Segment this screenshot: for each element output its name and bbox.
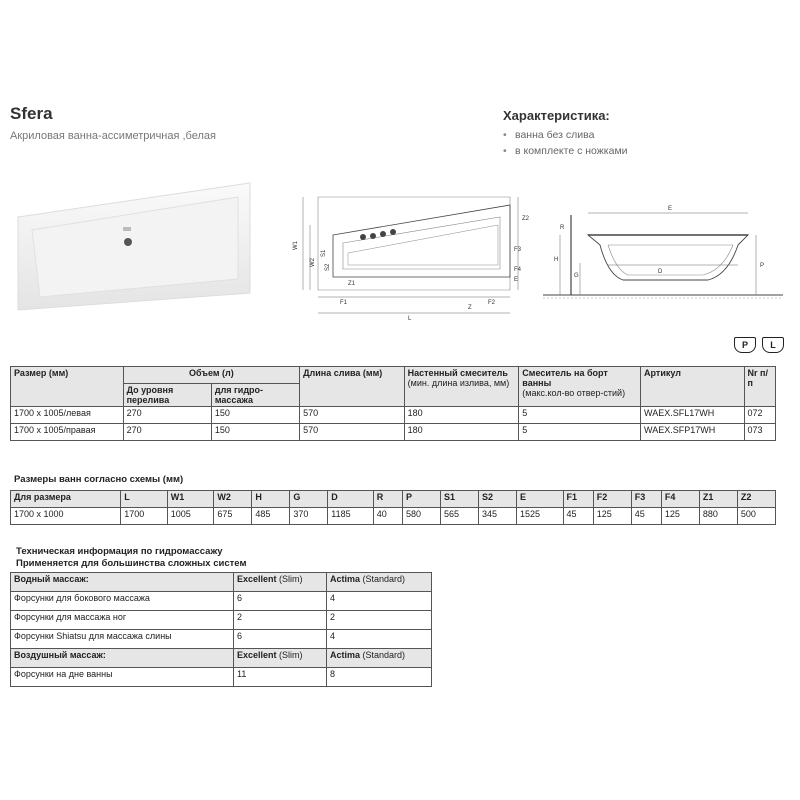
dim-value: 565 [441,508,479,525]
side-label: G [574,273,579,279]
side-label: E [668,206,673,212]
dim-header: W1 [167,491,214,508]
dim-value: 500 [737,508,775,525]
table-row [11,630,432,649]
cell-nr: 072 [744,407,775,424]
dim-value: 1185 [328,508,373,525]
th-rim-mixer-note: (макс.кол-во отвер-стий) [522,388,626,398]
water-col2 [327,573,432,592]
plan-label: Z2 [522,216,530,222]
cell-nr: 073 [744,424,775,441]
dim-header: Z1 [699,491,737,508]
water-col1-name: Excellent [237,574,277,584]
th-nr: Nr п/п [744,367,775,407]
table-row [11,668,432,687]
table-row [11,611,432,630]
cell-overflow: 270 [123,424,211,441]
water-header-row [11,573,432,592]
hydro-table [10,572,432,687]
plan-diagram [288,185,528,325]
side-label: D [658,269,663,275]
air-col2 [327,649,432,668]
air-title: Воздушный массаж: [11,649,234,668]
dim-value: 40 [373,508,402,525]
dim-value: 45 [563,508,593,525]
badge-left: L [762,337,784,353]
plan-label: E [514,277,519,283]
dim-header: Для размера [11,491,121,508]
cell-size: 1700 x 1005/левая [11,407,124,424]
feature-item: • в комплекте с ножками [503,143,628,159]
plan-label: Z [468,305,472,311]
dimensions-header-row [11,491,776,508]
bathtub-photo [10,175,255,325]
dim-header: P [403,491,441,508]
cell-drain: 570 [300,424,405,441]
th-size: Размер (мм) [11,367,124,407]
table-row [11,407,776,424]
plan-label: S1 [321,249,327,257]
side-label: P [760,263,765,269]
th-volume: Объем (л) [123,367,300,384]
th-wall-mixer-label: Настенный смеситель [407,368,508,378]
plan-label: W1 [293,241,299,250]
dim-value: 1525 [516,508,563,525]
dim-header: S1 [441,491,479,508]
dim-header: W2 [214,491,252,508]
air-col2-name: Actima [330,650,361,660]
dimensions-caption: Размеры ванн согласно схемы (мм) [14,474,184,485]
features-title: Характеристика: [503,108,610,123]
dim-value: 580 [403,508,441,525]
dim-value: 345 [478,508,516,525]
orientation-badges [734,337,784,353]
hydro-label: Форсунки Shiatsu для массажа слины [11,630,234,649]
hydro-value: 8 [327,668,432,687]
th-volume-overflow: До уровня перелива [123,384,211,407]
dim-header: S2 [478,491,516,508]
th-drain: Длина слива (мм) [300,367,405,407]
table-row [11,424,776,441]
hydro-value: 4 [327,630,432,649]
table-row [11,592,432,611]
dim-value: 880 [699,508,737,525]
cell-article: WAEX.SFP17WH [641,424,744,441]
dim-header: D [328,491,373,508]
cell-size: 1700 x 1005/правая [11,424,124,441]
dim-header: H [252,491,290,508]
plan-label: L [408,316,412,322]
air-col1-note: (Slim) [276,650,303,660]
air-col1 [234,649,327,668]
hydro-value: 4 [327,592,432,611]
th-wall-mixer-note: (мин. длина излива, мм) [407,378,510,388]
th-wall-mixer [404,367,519,407]
cell-rim: 5 [519,424,641,441]
cell-wall: 180 [404,424,519,441]
dim-header: Z2 [737,491,775,508]
hydro-value: 6 [234,592,327,611]
dim-value: 485 [252,508,290,525]
dimensions-table [10,490,776,525]
th-rim-mixer [519,367,641,407]
cell-article: WAEX.SFL17WH [641,407,744,424]
th-article: Артикул [641,367,744,407]
feature-item: • ванна без слива [503,127,628,143]
cell-hydro: 150 [211,407,299,424]
badge-right: P [734,337,756,353]
dim-header: F2 [593,491,631,508]
side-label: R [560,225,565,231]
dim-header: F3 [631,491,661,508]
hydro-value: 11 [234,668,327,687]
dim-header: G [290,491,328,508]
features-list [503,127,628,159]
cell-wall: 180 [404,407,519,424]
plan-label: F3 [514,247,522,253]
hydro-value: 2 [327,611,432,630]
cell-drain: 570 [300,407,405,424]
cell-overflow: 270 [123,407,211,424]
air-header-row [11,649,432,668]
plan-label: S2 [325,263,331,271]
plan-label: F4 [514,267,522,273]
dim-header: E [516,491,563,508]
dim-value: 125 [593,508,631,525]
hydro-label: Форсунки для массажа ног [11,611,234,630]
table-row [11,508,776,525]
plan-label: Z1 [348,281,356,287]
th-rim-mixer-label: Смеситель на борт ванны [522,368,608,388]
dim-header: L [121,491,168,508]
cell-rim: 5 [519,407,641,424]
dim-value: 1700 [121,508,168,525]
dim-value: 125 [661,508,699,525]
dim-value: 675 [214,508,252,525]
cell-hydro: 150 [211,424,299,441]
dim-value: 370 [290,508,328,525]
dim-header: F4 [661,491,699,508]
water-col1 [234,573,327,592]
water-col2-name: Actima [330,574,361,584]
water-title: Водный массаж: [11,573,234,592]
dim-header: F1 [563,491,593,508]
side-label: H [554,257,559,263]
hydro-value: 6 [234,630,327,649]
product-subtitle: Акриловая ванна-ассиметричная ,белая [10,130,216,142]
hydro-value: 2 [234,611,327,630]
main-spec-table [10,366,776,441]
water-col2-note: (Standard) [360,574,406,584]
dim-header: R [373,491,402,508]
hydro-label: Форсунки для бокового массажа [11,592,234,611]
dim-value: 45 [631,508,661,525]
product-title: Sfera [10,104,53,123]
air-col2-note: (Standard) [360,650,406,660]
water-col1-note: (Slim) [276,574,303,584]
side-diagram [538,195,788,310]
dim-value: 1700 x 1000 [11,508,121,525]
plan-label: F1 [340,300,348,306]
hydro-caption: Техническая информация по гидромассажу [16,546,223,557]
th-volume-hydro: для гидро-массажа [211,384,299,407]
hydro-subcaption: Применяется для большинства сложных систем [16,558,247,569]
dim-value: 1005 [167,508,214,525]
air-col1-name: Excellent [237,650,277,660]
hydro-label: Форсунки на дне ванны [11,668,234,687]
plan-label: F2 [488,300,496,306]
plan-label: W2 [310,258,316,267]
